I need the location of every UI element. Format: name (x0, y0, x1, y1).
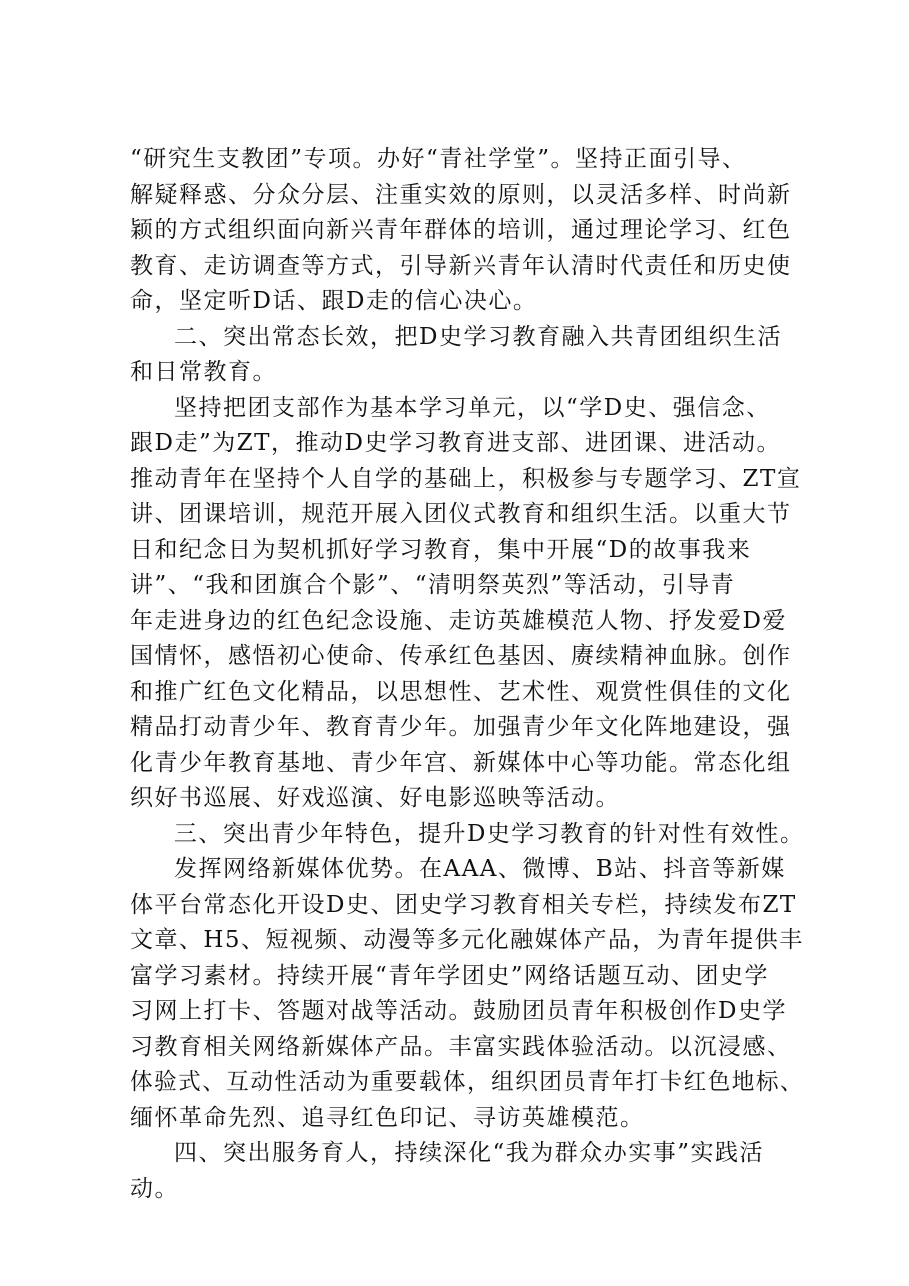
document-body (130, 142, 804, 1207)
text-line: 讲”、“我和团旗合个影”、“清明祭英烈”等活动，引导青 (130, 572, 736, 598)
text-line: 和推广红色文化精品，以思想性、艺术性、观赏性俱佳的文化 (130, 678, 792, 705)
text-line: 文章、H5、短视频、动漫等多元化融媒体产品，为青年提供丰 (130, 927, 804, 953)
text-line: 颖的方式组织面向新兴青年群体的培训，通过理论学习、红色 (130, 217, 792, 243)
text-line: 讲、团课培训，规范开展入团仪式教育和组织生活。以重大节 (130, 501, 792, 527)
text-line: 三、突出青少年特色，提升D史学习教育的针对性有效性。 (173, 820, 805, 847)
text-line: 跟D走”为ZT，推动D史学习教育进支部、进团课、进活动。 (130, 430, 781, 456)
text-line: 教育、走访调查等方式，引导新兴青年认清时代责任和历史使 (130, 252, 792, 279)
text-line: 发挥网络新媒体优势。在AAA、微博、B站、抖音等新媒 (174, 856, 786, 882)
text-line: 习教育相关网络新媒体产品。丰富实践体验活动。以沉浸感、 (130, 1033, 792, 1060)
text-line: 日和纪念日为契机抓好学习教育，集中开展“D的故事我来 (130, 536, 752, 563)
text-line: 解疑释惑、分众分层、注重实效的原则，以灵活多样、时尚新 (130, 181, 792, 208)
text-line: 推动青年在坚持个人自学的基础上，积极参与专题学习、ZT宣 (130, 465, 802, 492)
text-line: 习网上打卡、答题对战等活动。鼓励团员青年积极创作D史学 (130, 998, 787, 1024)
text-line: 动。 (130, 1175, 179, 1202)
text-line: 坚持把团支部作为基本学习单元，以“学D史、强信念、 (174, 394, 771, 421)
text-line: 缅怀革命先烈、追寻红色印记、寻访英雄模范。 (130, 1104, 645, 1131)
text-line: 富学习素材。持续开展“青年学团史”网络话题互动、团史学 (130, 962, 770, 989)
text-line: 年走进身边的红色纪念设施、走访英雄模范人物、抒发爱D爱 (130, 607, 787, 634)
text-line: 四、突出服务育人，持续深化“我为群众办实事”实践活 (174, 1140, 765, 1166)
text-line: “研究生支教团”专项。办好“青社学堂”。坚持正面引导、 (130, 146, 747, 172)
text-line: 和日常教育。 (130, 359, 277, 385)
text-line: 化青少年教育基地、青少年宫、新媒体中心等功能。常态化组 (130, 749, 792, 776)
text-line: 国情怀，感悟初心使命、传承红色基因、赓续精神血脉。创作 (130, 643, 792, 669)
text-line: 体验式、互动性活动为重要载体，组织团员青年打卡红色地标、 (130, 1069, 804, 1095)
text-line: 命，坚定听D话、跟D走的信心决心。 (130, 288, 538, 314)
text-line: 二、突出常态长效，把D史学习教育融入共青团组织生活 (174, 323, 782, 350)
text-line: 体平台常态化开设D史、团史学习教育相关专栏，持续发布ZT (130, 891, 797, 918)
text-line: 织好书巡展、好戏巡演、好电影巡映等活动。 (130, 785, 620, 811)
text-line: 精品打动青少年、教育青少年。加强青少年文化阵地建设，强 (130, 714, 792, 740)
